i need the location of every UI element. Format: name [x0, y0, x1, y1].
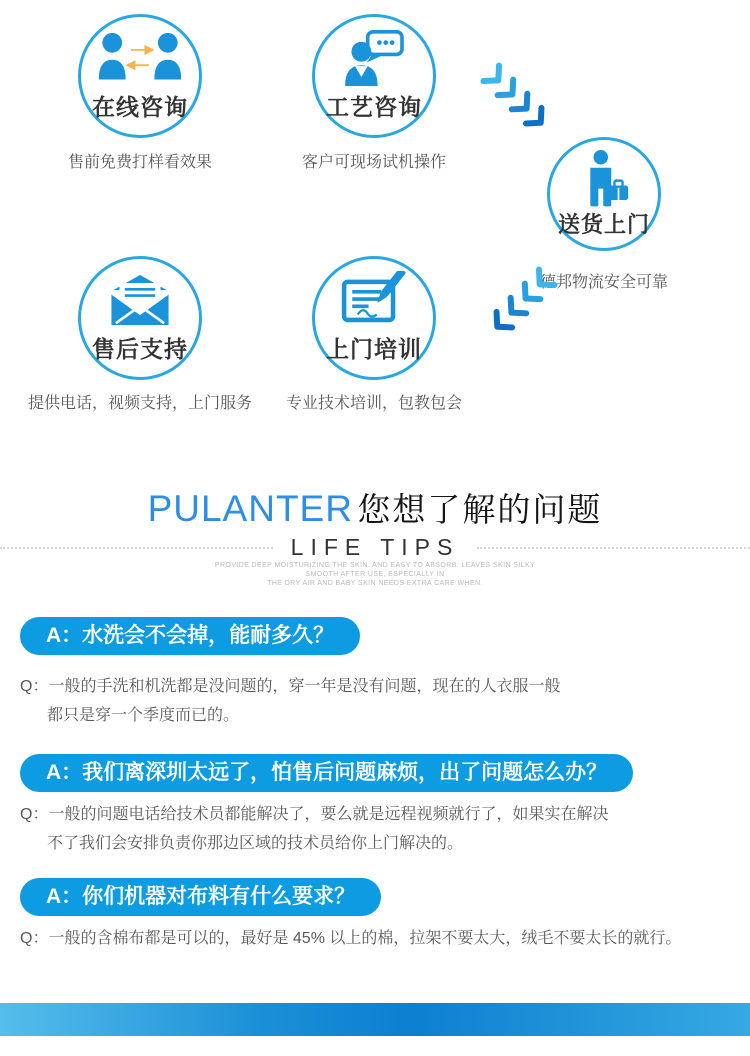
- tagline-line: THE DRY AIR AND BABY SKIN NEEDS EXTRA CARE WHEN.: [267, 580, 483, 587]
- envelope-icon: [107, 259, 173, 331]
- chevron-arrows-down-left-icon: [485, 265, 559, 339]
- service-circle-craft-consult: [312, 14, 436, 138]
- faq-answer-line: Q：一般的问题电话给技术员都能解决了，要么就是远程视频就行了，如果实在解决: [20, 806, 609, 823]
- person-speech-icon: [342, 17, 406, 89]
- section-subtitle: LIFE TIPS: [290, 534, 460, 560]
- faq-question-banner: A：水洗会不会掉，能耐多久？: [20, 617, 360, 655]
- faq-answer: [20, 800, 608, 858]
- faq-answer: [20, 924, 681, 953]
- faq-answer-line: Q：一般的手洗和机洗都是没问题的，穿一年是没有问题，现在的人衣服一般: [20, 678, 561, 695]
- chevron-arrows-down-right-icon: [479, 61, 553, 135]
- delivery-person-icon: [579, 140, 629, 208]
- service-caption: 客户可现场试机操作: [301, 154, 447, 171]
- faq-answer-line: Q：一般的含棉布都是可以的，最好是 45% 以上的棉，拉架不要太大，绒毛不要太长的就行。: [20, 930, 682, 947]
- faq-answer: [20, 672, 560, 730]
- service-caption: 专业技术培训，包教包会: [285, 395, 463, 412]
- service-circle-online-consult: [78, 14, 202, 138]
- faq-question-banner: A：你们机器对布料有什么要求？: [20, 878, 381, 916]
- faq-question-banner: A：我们离深圳太远了，怕售后问题麻烦，出了问题怎么办？: [20, 754, 633, 792]
- service-caption: 提供电话，视频支持，上门服务: [27, 395, 253, 412]
- dotted-divider-left: [0, 547, 273, 549]
- service-label: 工艺咨询: [326, 94, 422, 120]
- service-label: 售后支持: [92, 336, 188, 362]
- service-label: 送货上门: [557, 212, 650, 237]
- service-circle-training: [312, 256, 436, 380]
- tagline: [0, 561, 750, 588]
- section-title: 您想了解的问题: [357, 491, 603, 528]
- tagline-line: SMOOTH AFTER USE, ESPECIALLY IN: [305, 571, 445, 578]
- service-circle-delivery: [547, 137, 661, 251]
- service-caption: 德邦物流安全可靠: [539, 274, 669, 291]
- faq-answer-line: 不了我们会安排负责你那边区域的技术员给你上门解决的。: [47, 835, 464, 852]
- people-chat-icon: [97, 17, 183, 89]
- service-label: 上门培训: [326, 336, 422, 362]
- brand-name: PULANTER: [147, 488, 353, 529]
- service-label: 在线咨询: [92, 94, 188, 120]
- section-heading: [0, 484, 750, 531]
- section-divider-bar: [0, 1003, 750, 1036]
- faq-answer-line: 都只是穿一个季度而已的。: [47, 707, 240, 724]
- tagline-line: PROVIDE DEEP MOISTURIZING THE SKIN. AND EASY TO ABSORB. LEAVES SKIN SILKY: [214, 562, 536, 569]
- service-caption: 售前免费打样看效果: [67, 154, 213, 171]
- training-doc-icon: [341, 259, 407, 331]
- service-circle-aftersales: [78, 256, 202, 380]
- dotted-divider-right: [477, 547, 750, 549]
- subtitle-row: [0, 534, 750, 561]
